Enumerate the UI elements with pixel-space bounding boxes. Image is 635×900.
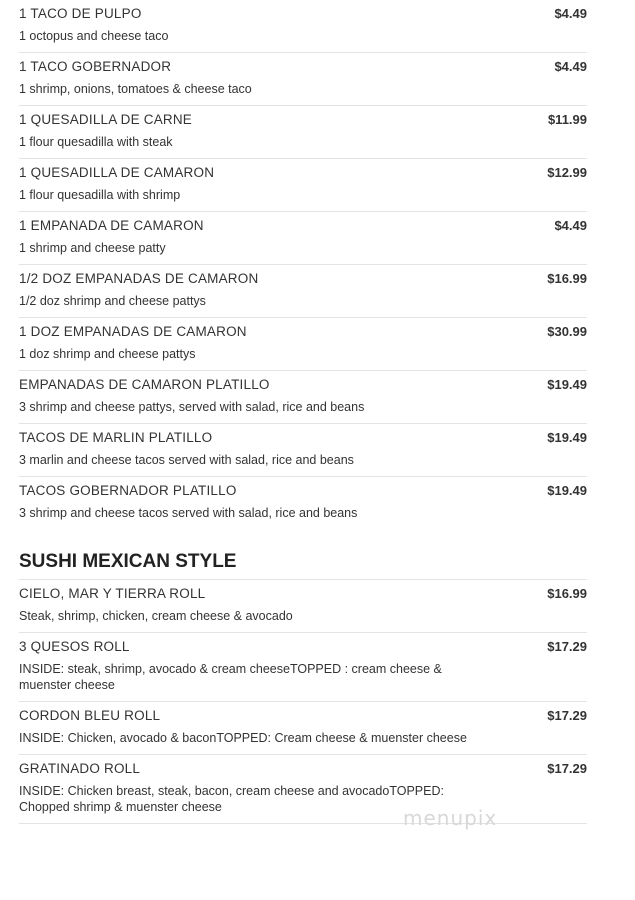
menu-item [19, 633, 587, 702]
menu-item-name: TACOS DE MARLIN PLATILLO [19, 430, 213, 445]
menu-item-name: 1/2 DOZ EMPANADAS DE CAMARON [19, 271, 259, 286]
menu-item-description: INSIDE: Chicken breast, steak, bacon, cream cheese and avocadoTOPPED: Chopped shrimp & muenster cheese [19, 784, 444, 814]
menu-item-name: 3 QUESOS ROLL [19, 639, 130, 654]
menu-item-description: Steak, shrimp, chicken, cream cheese & avocado [19, 609, 293, 623]
menu-item-name: GRATINADO ROLL [19, 761, 141, 776]
menu-item-description: 1 shrimp, onions, tomatoes & cheese taco [19, 82, 252, 96]
menu-item-name: 1 EMPANADA DE CAMARON [19, 218, 204, 233]
menu-item [19, 477, 587, 529]
menu-item-header [19, 586, 587, 602]
menu [19, 0, 587, 824]
menu-item-price: $16.99 [547, 586, 587, 601]
menu-item-description: 1 shrimp and cheese patty [19, 241, 166, 255]
menu-item [19, 212, 587, 265]
menu-item [19, 53, 587, 106]
menu-item-description: 1 octopus and cheese taco [19, 29, 169, 43]
menu-item-header [19, 271, 587, 287]
menu-item-price: $17.29 [547, 639, 587, 654]
menu-item-price: $19.49 [547, 483, 587, 498]
menu-item-price: $30.99 [547, 324, 587, 339]
menu-section-tacos [19, 0, 587, 529]
menu-item-description: 3 shrimp and cheese tacos served with salad, rice and beans [19, 506, 358, 520]
menu-item-name: 1 QUESADILLA DE CAMARON [19, 165, 215, 180]
menu-item-price: $19.49 [547, 430, 587, 445]
section-title-sushi: SUSHI MEXICAN STYLE [19, 551, 587, 580]
menu-item-header [19, 218, 587, 234]
menu-item-header [19, 165, 587, 181]
menu-item [19, 318, 587, 371]
menu-item-description: 3 marlin and cheese tacos served with salad, rice and beans [19, 453, 354, 467]
menu-item-name: 1 TACO DE PULPO [19, 6, 142, 21]
menu-item-price: $4.49 [554, 218, 587, 233]
menu-item-header [19, 761, 587, 777]
menu-item-header [19, 708, 587, 724]
menu-item-header [19, 324, 587, 340]
menu-item-header [19, 483, 587, 499]
menu-item-header [19, 59, 587, 75]
menu-item-price: $16.99 [547, 271, 587, 286]
menu-item [19, 424, 587, 477]
menu-item-name: 1 DOZ EMPANADAS DE CAMARON [19, 324, 247, 339]
menu-item [19, 702, 587, 755]
menu-item [19, 159, 587, 212]
menu-item [19, 106, 587, 159]
menu-item-price: $4.49 [554, 6, 587, 21]
menu-item-description: INSIDE: Chicken, avocado & baconTOPPED: Cream cheese & muenster cheese [19, 731, 467, 745]
menu-item [19, 0, 587, 53]
menu-item-name: CIELO, MAR Y TIERRA ROLL [19, 586, 206, 601]
menu-item-description: 1 doz shrimp and cheese pattys [19, 347, 196, 361]
menu-item-header [19, 6, 587, 22]
menu-item-description: INSIDE: steak, shrimp, avocado & cream cheeseTOPPED : cream cheese & muenster cheese [19, 662, 442, 692]
menu-item [19, 755, 587, 824]
menu-item [19, 371, 587, 424]
menu-item [19, 265, 587, 318]
menu-item-name: 1 TACO GOBERNADOR [19, 59, 172, 74]
menu-item-header [19, 377, 587, 393]
menu-item-price: $12.99 [547, 165, 587, 180]
menu-item-description: 1/2 doz shrimp and cheese pattys [19, 294, 206, 308]
menu-item-header [19, 430, 587, 446]
menu-item-description: 1 flour quesadilla with steak [19, 135, 173, 149]
menu-item-price: $17.29 [547, 761, 587, 776]
menu-item-name: TACOS GOBERNADOR PLATILLO [19, 483, 237, 498]
menu-item-price: $11.99 [547, 112, 587, 127]
watermark-logo: menupix [403, 806, 498, 830]
menu-item-name: 1 QUESADILLA DE CARNE [19, 112, 193, 127]
menu-item-price: $17.29 [547, 708, 587, 723]
menu-item-header [19, 639, 587, 655]
menu-item-description: 1 flour quesadilla with shrimp [19, 188, 181, 202]
menu-item-name: EMPANADAS DE CAMARON PLATILLO [19, 377, 270, 392]
menu-item-price: $19.49 [547, 377, 587, 392]
menu-item [19, 580, 587, 633]
menu-item-description: 3 shrimp and cheese pattys, served with salad, rice and beans [19, 400, 365, 414]
menu-item-price: $4.49 [554, 59, 587, 74]
menu-item-name: CORDON BLEU ROLL [19, 708, 161, 723]
menu-item-header [19, 112, 587, 128]
menu-section-sushi [19, 580, 587, 824]
